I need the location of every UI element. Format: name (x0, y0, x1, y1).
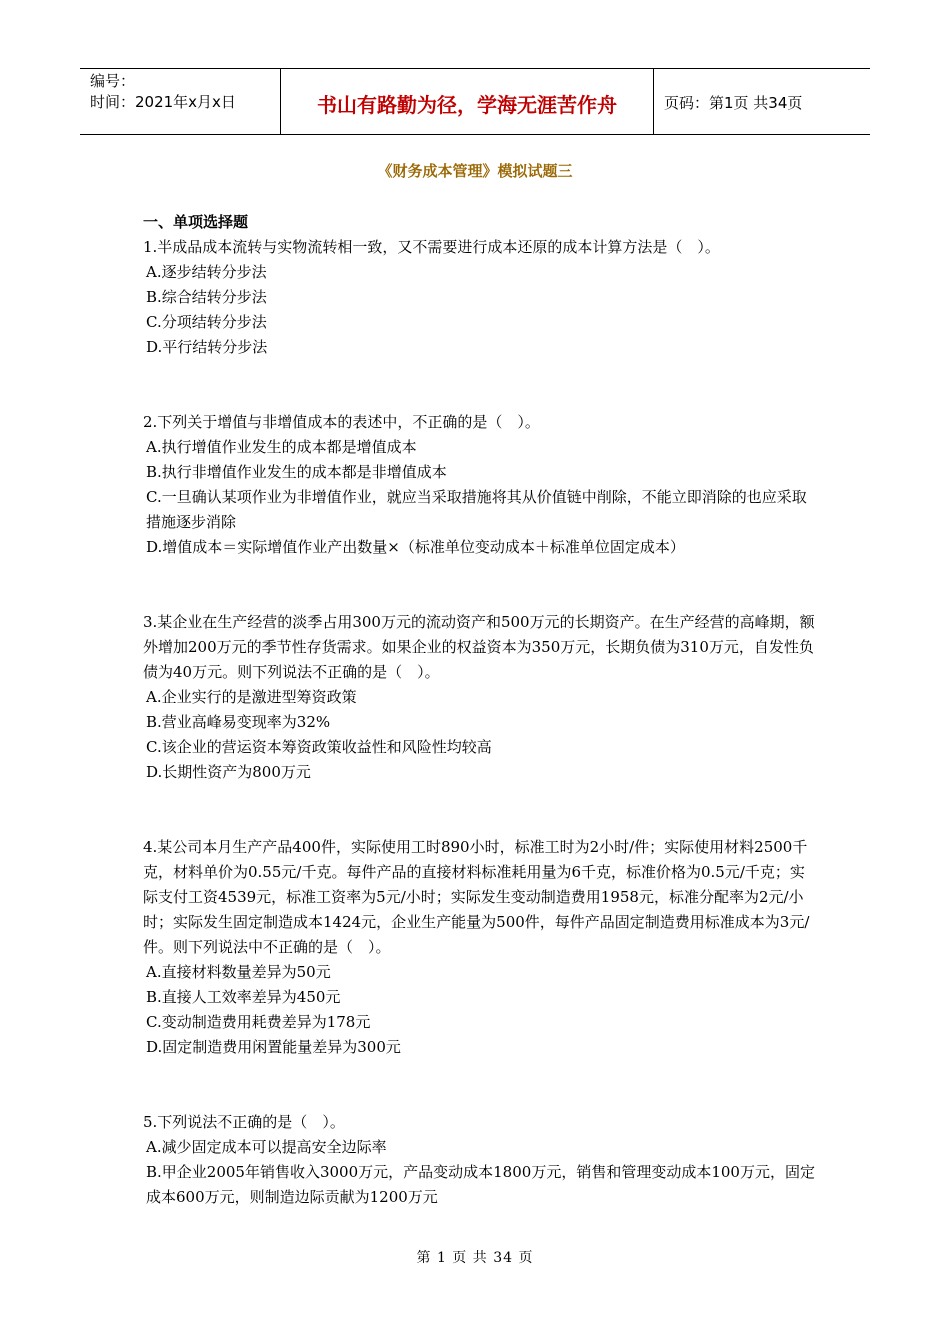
number-label: 编号： (90, 72, 136, 90)
header-motto: 书山有路勤为径，学海无涯苦作舟 (281, 69, 654, 134)
question-option: A.直接材料数量差异为50元 (146, 963, 331, 981)
question-option: C.变动制造费用耗费差异为178元 (146, 1013, 371, 1031)
header-meta (80, 69, 281, 134)
question-option: D.固定制造费用闲置能量差异为300元 (146, 1038, 401, 1056)
time-label: 时间：2021年x月x日 (90, 93, 236, 111)
question-stem: 3.某企业在生产经营的淡季占用300万元的流动资产和500万元的长期资产。在生产经营的高峰期，额外增加200万元的季节性存货需求。如果企业的权益资本为350万元，长期负债为310万元，自发性负债为40万元。则下列说法不正确的是（ ）。 (143, 613, 815, 681)
question-option: D.增值成本＝实际增值作业产出数量×（标准单位变动成本＋标准单位固定成本） (146, 538, 685, 556)
question-4 (143, 835, 815, 1060)
document-header (80, 68, 870, 135)
question-stem: 2.下列关于增值与非增值成本的表述中，不正确的是（ ）。 (143, 413, 540, 431)
question-3 (143, 610, 815, 785)
question-5 (143, 1110, 815, 1210)
question-stem: 1.半成品成本流转与实物流转相一致，又不需要进行成本还原的成本计算方法是（ ）。 (143, 238, 720, 256)
question-option: D.平行结转分步法 (146, 338, 268, 356)
question-option: B.甲企业2005年销售收入3000万元，产品变动成本1800万元，销售和管理变动成本100万元，固定成本600万元，则制造边际贡献为1200万元 (146, 1163, 815, 1206)
question-option: A.企业实行的是激进型筹资政策 (146, 688, 357, 706)
document-body (143, 210, 815, 1260)
question-option: C.该企业的营运资本筹资政策收益性和风险性均较高 (146, 738, 492, 756)
question-stem: 4.某公司本月生产产品400件，实际使用工时890小时，标准工时为2小时/件；实际使用材料2500千克，材料单价为0.55元/千克。每件产品的直接材料标准耗用量为6千克，标准价格为0.5元/千克；实际支付工资4539元，标准工资率为5元/小时；实际发生变动制造费用1958元，标准分配率为2元/小时；实际发生固定制造成本1424元，企业生产能量为500件，每件产品固定制造费用标准成本为3元/件。则下列说法中不正确的是（ ）。 (143, 838, 810, 956)
question-option: B.营业高峰易变现率为32% (146, 713, 331, 731)
question-option: D.长期性资产为800万元 (146, 763, 311, 781)
question-option: A.执行增值作业发生的成本都是增值成本 (146, 438, 417, 456)
header-page-info: 页码：第1页 共34页 (664, 94, 803, 112)
document-title: 《财务成本管理》模拟试题三 (377, 162, 573, 180)
question-option: C.一旦确认某项作业为非增值作业，就应当采取措施将其从价值链中削除，不能立即消除的也应采取措施逐步消除 (146, 488, 807, 531)
question-option: A.逐步结转分步法 (146, 263, 267, 281)
question-option: A.减少固定成本可以提高安全边际率 (146, 1138, 387, 1156)
question-stem: 5.下列说法不正确的是（ ）。 (143, 1113, 345, 1131)
question-option: C.分项结转分步法 (146, 313, 267, 331)
page-footer: 第 1 页 共 34 页 (416, 1250, 534, 1266)
section-heading: 一、单项选择题 (143, 213, 249, 231)
question-1 (143, 235, 815, 360)
question-option: B.直接人工效率差异为450元 (146, 988, 341, 1006)
question-list (143, 235, 815, 1210)
question-option: B.执行非增值作业发生的成本都是非增值成本 (146, 463, 447, 481)
question-2 (143, 410, 815, 560)
question-option: B.综合结转分步法 (146, 288, 267, 306)
